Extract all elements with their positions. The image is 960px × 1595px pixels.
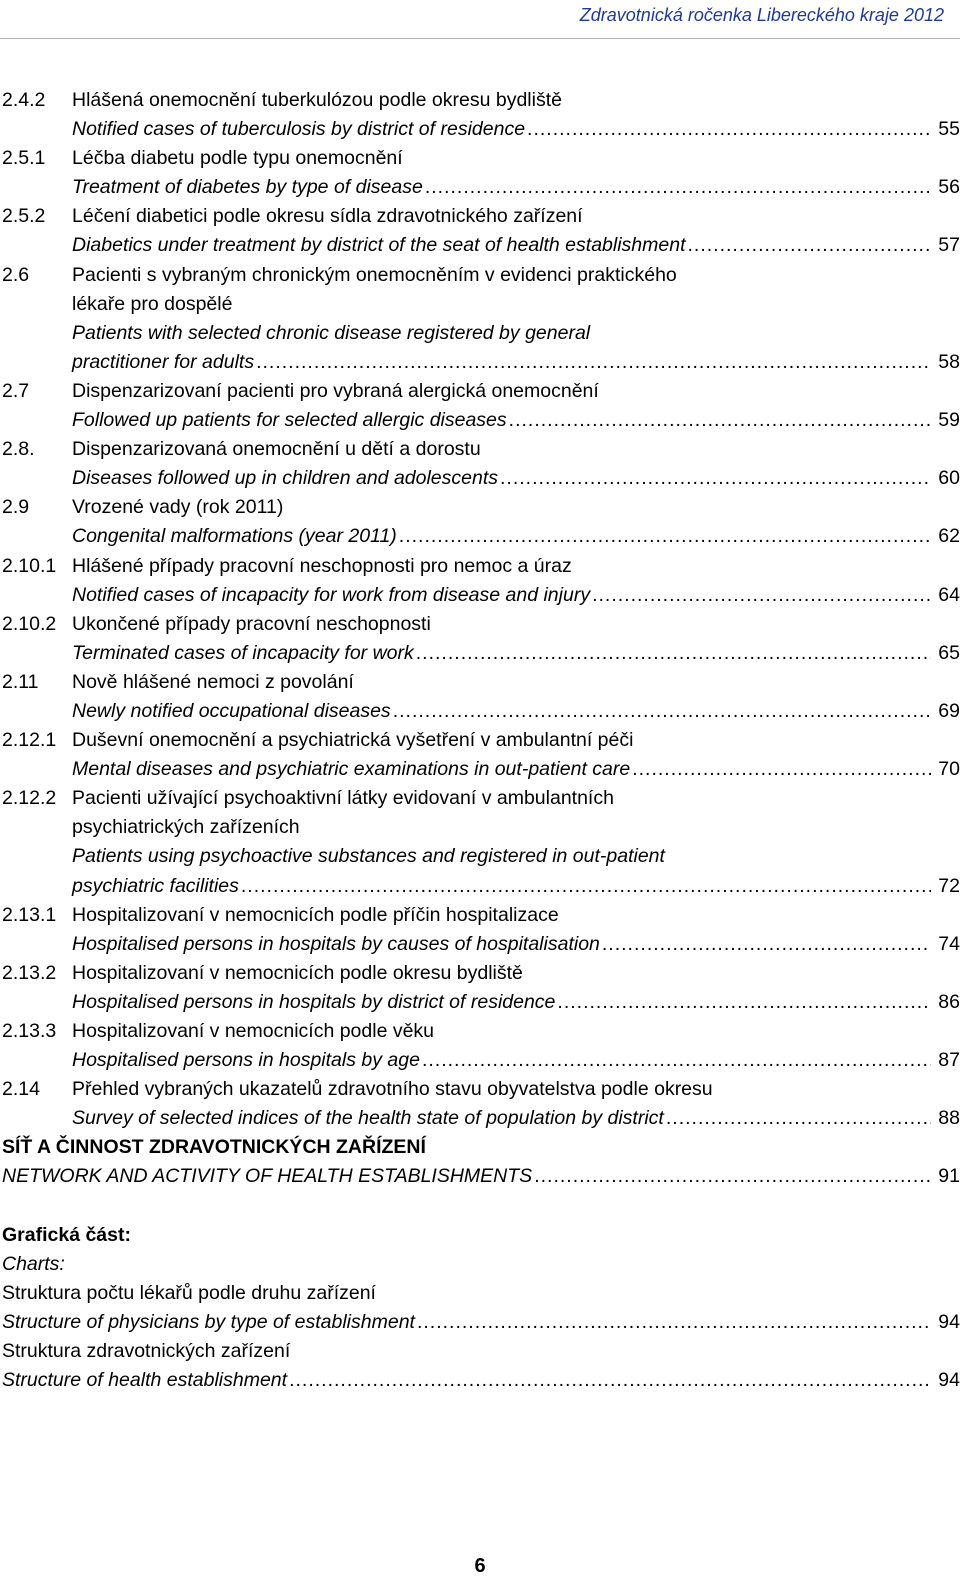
entry-title-en: Terminated cases of incapacity for work [72, 641, 414, 664]
charts-heading-cz: Grafická část: [2, 1223, 131, 1246]
entry-title-cz: Hospitalizovaní v nemocnicích podle příčin hospitalizace [72, 903, 559, 926]
entry-number: 2.12.1 [2, 729, 57, 752]
entry-title-line [72, 988, 960, 1017]
dot-leader [289, 1366, 931, 1395]
toc-entry[interactable] [0, 435, 960, 493]
entry-title-line [72, 755, 960, 784]
entry-title-en: Mental diseases and psychiatric examinations in out-patient care [72, 758, 631, 781]
chart-title-en: Structure of physicians by type of establishment [2, 1310, 415, 1333]
dot-leader [416, 639, 931, 668]
dot-leader [256, 348, 931, 377]
entry-title-en: psychiatric facilities [72, 874, 239, 897]
toc-entry[interactable] [0, 726, 960, 784]
entry-title-en: Congenital malformations (year 2011) [72, 525, 397, 548]
entry-page: 64 [938, 583, 960, 606]
chart-title-cz: Struktura počtu lékařů podle druhu zařízení [2, 1281, 376, 1304]
entry-page: 62 [938, 525, 960, 548]
entry-title-line [72, 115, 960, 144]
entry-title-en: Patients using psychoactive substances and registered in out-patient [72, 845, 665, 868]
section-title-line [2, 1162, 960, 1191]
entry-body [72, 726, 960, 784]
toc-entry[interactable] [0, 86, 960, 144]
charts-body [2, 1221, 960, 1279]
entry-title-cz: Hlášené případy pracovní neschopnosti pro nemoc a úraz [72, 554, 572, 577]
toc-entry[interactable] [0, 901, 960, 959]
entry-title-cz: Přehled vybraných ukazatelů zdravotního stavu obyvatelstva podle okresu [72, 1078, 713, 1101]
chart-entry-body [2, 1337, 960, 1395]
toc-entry[interactable] [0, 377, 960, 435]
entry-title-en: Patients with selected chronic disease registered by general [72, 321, 591, 344]
dot-leader [393, 697, 931, 726]
dot-leader [602, 930, 931, 959]
entry-number: 2.10.1 [2, 554, 57, 577]
entry-body [72, 261, 960, 377]
entry-body [72, 1017, 960, 1075]
section-body [2, 1133, 960, 1191]
entry-number: 2.13.1 [2, 903, 57, 926]
entry-body [72, 668, 960, 726]
entry-title-line [72, 464, 960, 493]
entry-page: 86 [938, 990, 960, 1013]
page-number: 6 [474, 1555, 486, 1577]
section-title-cz: SÍŤ A ČINNOST ZDRAVOTNICKÝCH ZAŘÍZENÍ [2, 1136, 426, 1159]
entry-body [72, 202, 960, 260]
dot-leader [666, 1104, 931, 1133]
section-title-en: NETWORK AND ACTIVITY OF HEALTH ESTABLISHMENTS [2, 1165, 533, 1188]
dot-leader [592, 581, 931, 610]
entry-page: 55 [938, 118, 960, 141]
toc-entry[interactable] [0, 668, 960, 726]
entry-title-en: Survey of selected indices of the health state of population by district [72, 1107, 664, 1130]
entry-number: 2.10.2 [2, 612, 57, 635]
entry-number: 2.8. [2, 438, 35, 461]
toc-entry[interactable] [0, 610, 960, 668]
entry-title-cz: Duševní onemocnění a psychiatrická vyšetření v ambulantní péči [72, 729, 634, 752]
dot-leader [557, 988, 931, 1017]
entry-title-en: Diseases followed up in children and adolescents [72, 467, 499, 490]
section-page: 91 [938, 1165, 960, 1188]
entry-title-cz: Dispenzarizovaná onemocnění u dětí a dorostu [72, 438, 481, 461]
entry-body [72, 959, 960, 1017]
dot-leader [425, 173, 931, 202]
entry-page: 72 [938, 874, 960, 897]
entry-number: 2.13.3 [2, 1020, 57, 1042]
entry-page: 69 [938, 699, 960, 722]
entry-body [72, 784, 960, 900]
entry-number: 2.7 [2, 379, 30, 402]
chart-title-line [2, 1366, 960, 1395]
entry-title-line [72, 872, 960, 901]
entry-title-line [72, 348, 960, 377]
toc-entry[interactable] [0, 959, 960, 1017]
entry-title-cz: Léčba diabetu podle typu onemocnění [72, 147, 403, 170]
entry-page: 74 [938, 932, 960, 955]
dot-leader [632, 755, 931, 784]
entry-title-cz: Pacienti s vybraným chronickým onemocněním v evidenci praktického [72, 263, 677, 286]
entry-page: 59 [938, 409, 960, 432]
entry-title-en: Notified cases of tuberculosis by district of residence [72, 118, 526, 141]
entry-number: 2.6 [2, 263, 30, 286]
entry-number: 2.5.2 [2, 205, 46, 228]
entry-page: 60 [938, 467, 960, 490]
chart-title-line [2, 1308, 960, 1337]
entry-number: 2.5.1 [2, 147, 46, 170]
entry-title-en: Followed up patients for selected allergic diseases [72, 409, 507, 432]
chart-entry-body [2, 1279, 960, 1337]
entry-number: 2.12.2 [2, 787, 57, 810]
entry-title-en: Treatment of diabetes by type of disease [72, 176, 423, 199]
dot-leader [500, 464, 931, 493]
entry-title-line [72, 581, 960, 610]
chart-entry[interactable] [0, 1337, 960, 1395]
entry-number: 2.13.2 [2, 961, 57, 984]
entry-title-cz: psychiatrických zařízeních [72, 816, 300, 839]
entry-title-en: Newly notified occupational diseases [72, 699, 391, 722]
entry-title-line [72, 1046, 960, 1075]
dot-leader [509, 406, 931, 435]
entry-page: 87 [938, 1049, 960, 1072]
entry-body [72, 86, 960, 144]
entry-title-line [72, 697, 960, 726]
chart-page: 94 [938, 1310, 960, 1333]
entry-title-cz: Pacienti užívající psychoaktivní látky evidovaní v ambulantních [72, 787, 614, 810]
header-rule [0, 38, 960, 39]
toc-entry[interactable] [0, 1075, 960, 1133]
entry-page: 70 [938, 758, 960, 781]
entry-title-line [72, 522, 960, 551]
entry-title-cz: Léčení diabetici podle okresu sídla zdravotnického zařízení [72, 205, 583, 228]
chart-entry[interactable] [0, 1279, 960, 1337]
toc-entry[interactable] [0, 144, 960, 202]
toc-entry[interactable] [0, 202, 960, 260]
table-of-contents [0, 86, 960, 1395]
chart-title-en: Structure of health establishment [2, 1369, 288, 1392]
dot-leader [241, 872, 931, 901]
entry-title-en: practitioner for adults [72, 350, 255, 373]
spacer [0, 1192, 960, 1221]
entry-title-cz: lékaře pro dospělé [72, 292, 233, 315]
entry-title-cz: Vrozené vady (rok 2011) [72, 496, 284, 519]
entry-body [72, 610, 960, 668]
entry-title-en: Hospitalised persons in hospitals by causes of hospitalisation [72, 932, 600, 955]
entry-title-en: Hospitalised persons in hospitals by age [72, 1049, 420, 1072]
entry-number: 2.14 [2, 1078, 40, 1101]
entry-body [72, 144, 960, 202]
entry-title-en: Notified cases of incapacity for work from disease and injury [72, 583, 591, 606]
entry-body [72, 493, 960, 551]
toc-entry[interactable] [0, 552, 960, 610]
entry-page: 65 [938, 641, 960, 664]
dot-leader [417, 1308, 931, 1337]
entry-title-line [72, 406, 960, 435]
toc-entry[interactable] [0, 261, 960, 377]
entry-page: 88 [938, 1107, 960, 1130]
entry-title-cz: Nově hlášené nemoci z povolání [72, 670, 354, 693]
entry-title-en: Diabetics under treatment by district of the seat of health establishment [72, 234, 686, 257]
chart-title-cz: Struktura zdravotnických zařízení [2, 1339, 291, 1362]
entry-title-cz: Hlášená onemocnění tuberkulózou podle okresu bydliště [72, 89, 562, 111]
entry-title-line [72, 930, 960, 959]
entry-page: 58 [938, 350, 960, 373]
dot-leader [534, 1162, 931, 1191]
entry-title-line [72, 1104, 960, 1133]
entry-body [72, 435, 960, 493]
running-header: Zdravotnická ročenka Libereckého kraje 2012 [579, 5, 944, 25]
entry-page: 56 [938, 176, 960, 199]
entry-title-cz: Hospitalizovaní v nemocnicích podle okresu bydliště [72, 961, 523, 984]
entry-title-cz: Hospitalizovaní v nemocnicích podle věku [72, 1020, 435, 1042]
entry-body [72, 552, 960, 610]
toc-entry[interactable] [0, 1017, 960, 1075]
dot-leader [422, 1046, 931, 1075]
entry-title-line [72, 639, 960, 668]
toc-entry[interactable] [0, 493, 960, 551]
entry-body [72, 377, 960, 435]
entry-body [72, 901, 960, 959]
entry-number: 2.4.2 [2, 89, 46, 111]
entry-title-cz: Dispenzarizovaní pacienti pro vybraná alergická onemocnění [72, 379, 599, 402]
chart-page: 94 [938, 1369, 960, 1392]
dot-leader [688, 231, 932, 260]
entry-number: 2.11 [2, 670, 39, 693]
entry-title-line [72, 173, 960, 202]
dot-leader [527, 115, 931, 144]
toc-entry[interactable] [0, 784, 960, 900]
toc-section[interactable] [0, 1133, 960, 1191]
entry-title-line [72, 231, 960, 260]
entry-page: 57 [938, 234, 960, 257]
entry-title-en: Hospitalised persons in hospitals by district of residence [72, 990, 556, 1013]
entry-number: 2.9 [2, 496, 30, 519]
charts-heading-en: Charts: [2, 1252, 65, 1275]
dot-leader [399, 522, 931, 551]
entry-body [72, 1075, 960, 1133]
charts-block [0, 1221, 960, 1279]
entry-title-cz: Ukončené případy pracovní neschopnosti [72, 612, 431, 635]
